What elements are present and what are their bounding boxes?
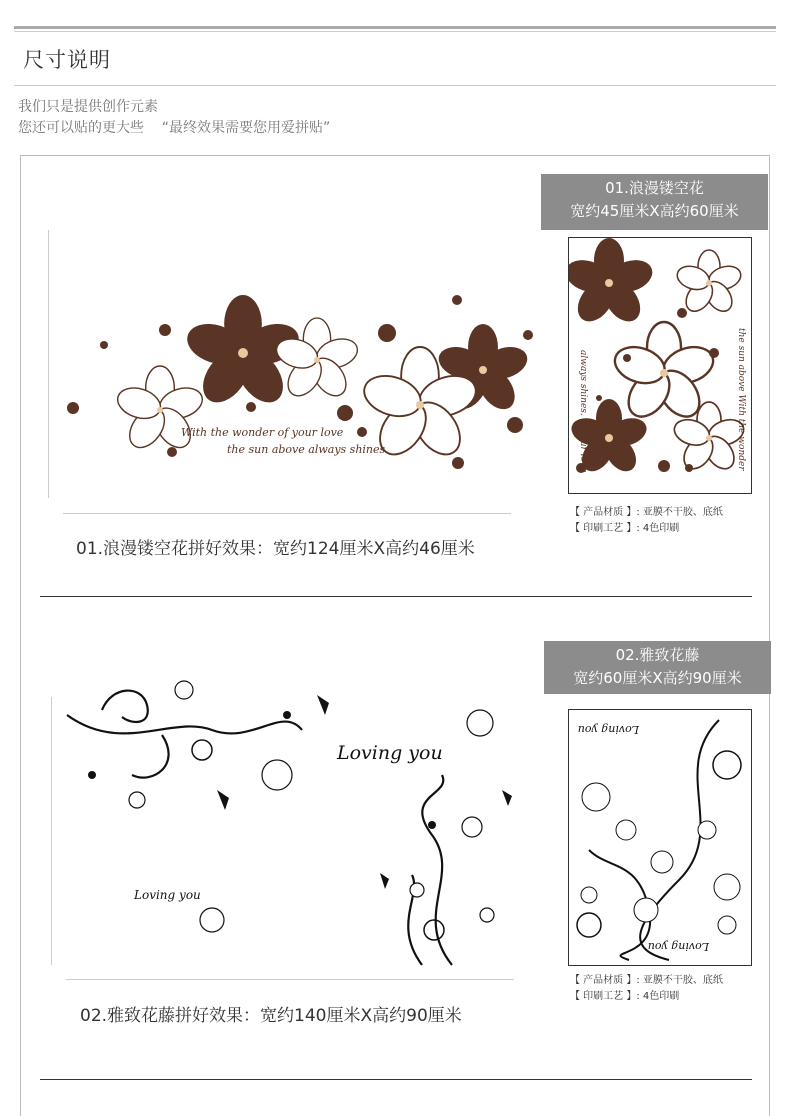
art-2-left-rule: [51, 697, 52, 965]
art-2-text-small: Loving you: [134, 888, 201, 902]
thumb-2-text-bottom: Loving you: [647, 940, 709, 953]
product-2-material: 【 产品材质 】: 亚膜不干胶、底纸: [570, 975, 723, 986]
product-2-assembled-art: [62, 675, 532, 970]
art-2-bottom-rule: [66, 979, 514, 980]
thumb-2-text-top: Loving you: [577, 723, 639, 736]
product-1-assembled-art: [55, 285, 545, 485]
product-2-size: 宽约60厘米X高约90厘米: [573, 669, 742, 687]
intro-text: [18, 97, 330, 139]
top-rule: [14, 26, 776, 29]
art-1-text-line-2: the sun above always shines.: [227, 443, 389, 456]
thumb-1-text-right: the sun above With the wonder: [736, 328, 746, 471]
art-1-left-rule: [48, 230, 49, 498]
thumb-1-art: [569, 238, 751, 493]
art-1-text-line-1: With the wonder of your love: [181, 426, 344, 439]
section-2-separator: [40, 1079, 752, 1080]
product-1-size: 宽约45厘米X高约60厘米: [570, 202, 739, 220]
title-divider: [14, 85, 776, 86]
top-rule-thin: [14, 31, 776, 32]
art-1-svg: [55, 285, 545, 485]
art-2-text-main: Loving you: [337, 742, 443, 764]
page-title: 尺寸说明: [23, 48, 111, 72]
product-1-print: 【 印刷工艺 】: 4色印刷: [570, 523, 680, 534]
art-1-bottom-rule: [63, 513, 511, 514]
product-1-specs: [570, 505, 723, 537]
intro-line-1: 我们只是提供创作元素: [18, 99, 158, 115]
thumb-1-text-left: always shines. of your love: [578, 350, 588, 473]
section-1-separator: [40, 596, 752, 597]
art-2-svg: [62, 675, 532, 970]
product-2-label: [544, 641, 771, 694]
product-1-caption: 01.浪漫镂空花拼好效果：宽约124厘米X高约46厘米: [76, 539, 475, 559]
intro-line-2: 您还可以贴的更大些 “最终效果需要您用爱拼贴”: [18, 120, 331, 136]
thumb-2-art: [569, 710, 751, 965]
product-2-thumbnail[interactable]: [568, 709, 752, 966]
product-2-name: 02.雅致花藤: [615, 646, 700, 664]
product-2-specs: [570, 973, 723, 1005]
product-1-thumbnail[interactable]: [568, 237, 752, 494]
product-1-name: 01.浪漫镂空花: [605, 179, 704, 197]
product-1-label: [541, 174, 768, 230]
product-1-material: 【 产品材质 】: 亚膜不干胶、底纸: [570, 507, 723, 518]
product-2-caption: 02.雅致花藤拼好效果：宽约140厘米X高约90厘米: [80, 1006, 462, 1026]
product-2-print: 【 印刷工艺 】: 4色印刷: [570, 991, 680, 1002]
